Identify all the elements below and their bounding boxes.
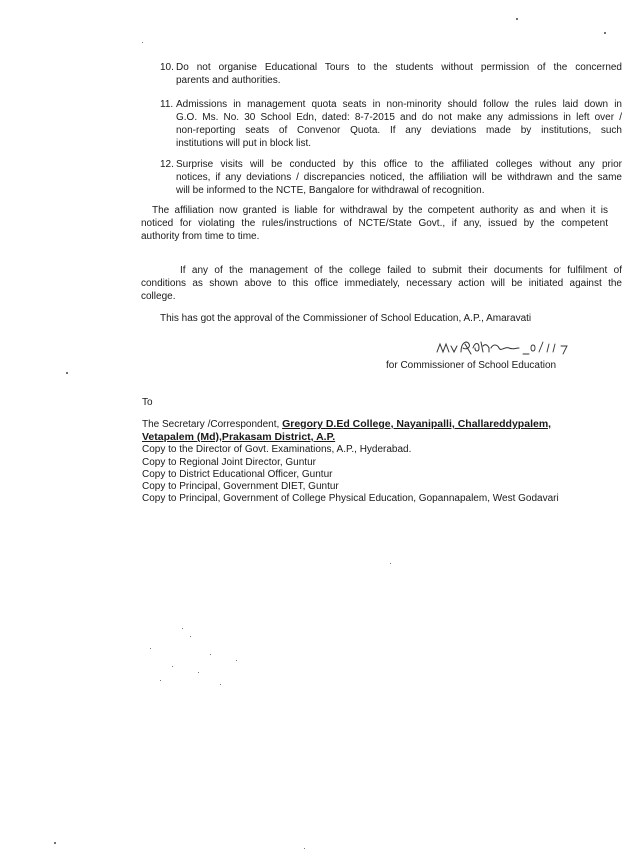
item-text-line: notices, if any deviations / discrepancies noticed, the affiliation will be withdrawn and the same	[176, 172, 622, 183]
scan-speck	[210, 654, 211, 655]
item-number: 10.	[160, 62, 174, 73]
signatory-designation: for Commissioner of School Education	[386, 360, 557, 371]
item-text-line: Admissions in management quota seats in non-minority should follow the rules laid down in	[176, 99, 622, 110]
copy-to-line: Copy to Regional Joint Director, Guntur	[142, 457, 316, 468]
approval-line: This has got the approval of the Commissioner of School Education, A.P., Amaravati	[160, 313, 532, 324]
copy-to-line: Copy to District Educational Officer, Guntur	[142, 469, 333, 480]
scan-speck	[516, 18, 518, 20]
scan-speck	[66, 372, 68, 374]
item-text-line: non-reporting seats of Convenor Quota. If any deviations made by institutions, such	[176, 125, 622, 136]
scan-speck	[54, 842, 56, 844]
item-text-line: Do not organise Educational Tours to the students without permission of the concerned	[176, 62, 622, 73]
addressee-prefix: The Secretary /Correspondent,	[142, 419, 283, 430]
scan-speck	[198, 672, 199, 673]
item-text-line: Surprise visits will be conducted by this office to the affiliated colleges without any prior	[176, 159, 622, 170]
scan-speck	[604, 32, 606, 34]
item-number: 12.	[160, 159, 174, 170]
paragraph-line: conditions as shown above to this office immediately, necessary action will be initiated against the	[141, 278, 622, 289]
item-number: 11.	[160, 99, 174, 110]
paragraph-line: authority from time to time.	[141, 231, 260, 242]
copy-to-line: Copy to the Director of Govt. Examinations, A.P., Hyderabad.	[142, 444, 412, 455]
scan-speck	[160, 680, 161, 681]
scan-speck	[220, 684, 221, 685]
copy-to-line: Copy to Principal, Government of College Physical Education, Gopannapalem, West Godavari	[142, 493, 559, 504]
paragraph-line: If any of the management of the college failed to submit their documents for fulfilment of	[180, 265, 622, 276]
handwritten-signature	[435, 334, 585, 360]
college-name-line-2: Vetapalem (Md),Prakasam District, A.P.	[142, 431, 336, 443]
to-label: To	[142, 397, 153, 408]
item-text-line: will be informed to the NCTE, Bangalore for withdrawal of recognition.	[176, 185, 485, 196]
scan-speck	[142, 42, 143, 43]
addressee-line-1	[142, 418, 551, 431]
college-name-line-1: Gregory D.Ed College, Nayanipalli, Challareddypalem,	[282, 418, 552, 430]
signature-scribble	[435, 334, 585, 360]
scan-speck	[304, 848, 305, 849]
copy-to-line: Copy to Principal, Government DIET, Guntur	[142, 481, 339, 492]
paragraph-line: college.	[141, 291, 176, 302]
paragraph-line: noticed for violating the rules/instructions of NCTE/State Govt., if any, issued by the competent	[141, 218, 608, 229]
scan-speck	[390, 563, 391, 564]
scan-speck	[150, 648, 151, 649]
scan-speck	[190, 636, 191, 637]
scan-speck	[182, 628, 183, 629]
item-text-line: institutions will put in block list.	[176, 138, 312, 149]
scan-speck	[172, 666, 173, 667]
item-text-line: parents and authorities.	[176, 75, 281, 86]
paragraph-line: The affiliation now granted is liable for withdrawal by the competent authority as and when it is	[152, 205, 608, 216]
item-text-line: G.O. Ms. No. 30 School Edn, dated: 8-7-2015 and do not make any admissions in left over /	[176, 112, 622, 123]
scan-speck	[236, 660, 237, 661]
